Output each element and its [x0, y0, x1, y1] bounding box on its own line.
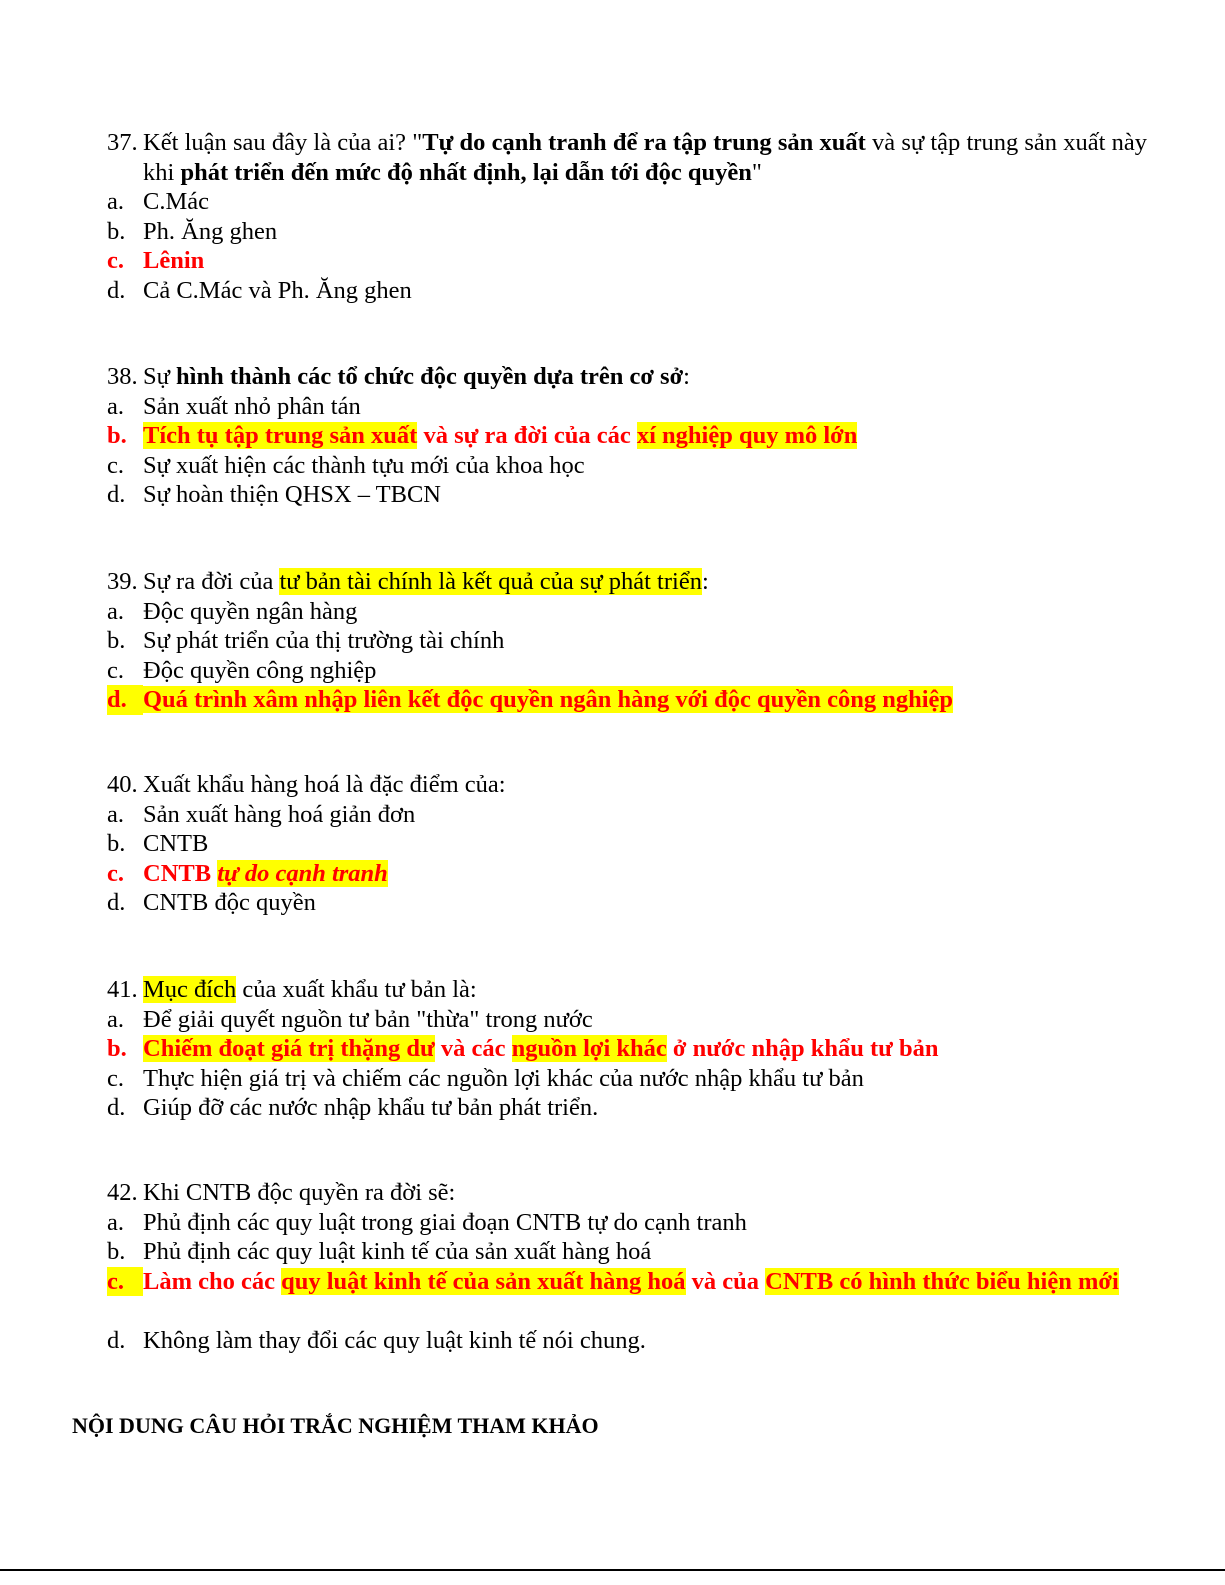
option-b: b. CNTB — [107, 830, 209, 857]
option-d: d. Giúp đỡ các nước nhập khẩu tư bản phát triển. — [107, 1094, 599, 1121]
question-text: Xuất khẩu hàng hoá là đặc điểm của: — [143, 771, 506, 798]
section-heading: NỘI DUNG CÂU HỎI TRẮC NGHIỆM THAM KHẢO — [72, 1413, 599, 1438]
option-b: b. Phủ định các quy luật kinh tế của sản xuất hàng hoá — [107, 1238, 652, 1265]
question-41 — [107, 975, 1147, 1123]
option-a: a. C.Mác — [107, 188, 209, 215]
option-d-correct: d. Quá trình xâm nhập liên kết độc quyền ngân hàng với độc quyền công nghiệp — [107, 686, 954, 713]
question-text: Sự ra đời của tư bản tài chính là kết quả của sự phát triển: — [143, 568, 709, 595]
question-text: Mục đích của xuất khẩu tư bản là: — [143, 976, 477, 1003]
question-number: 37. — [107, 129, 138, 156]
option-c-correct: c. Lênin — [107, 247, 205, 274]
question-39 — [107, 567, 1147, 715]
question-42 — [107, 1178, 1147, 1355]
option-c: c. Độc quyền công nghiệp — [107, 656, 377, 684]
option-d: d. CNTB độc quyền — [107, 889, 316, 916]
question-text: Kết luận sau đây là của ai? "Tự do cạnh tranh để ra tập trung sản xuất và sự tập trung sản xuất này khi phát triển đến mức độ nhất định, lại dẫn tới độc quyền" — [143, 129, 1148, 186]
option-c: c. Thực hiện giá trị và chiếm các nguồn lợi khác của nước nhập khẩu tư bản — [107, 1064, 864, 1092]
option-a: a. Độc quyền ngân hàng — [107, 597, 358, 625]
option-b: b. Sự phát triển của thị trường tài chính — [107, 627, 505, 654]
option-a: a. Sản xuất nhỏ phân tán — [107, 392, 361, 420]
question-number: 42. — [107, 1179, 138, 1206]
option-c-correct: c. CNTB tự do cạnh tranh — [107, 859, 388, 887]
question-40 — [107, 770, 1147, 918]
option-d: d. Cả C.Mác và Ph. Ăng ghen — [107, 276, 412, 304]
option-a: a. Để giải quyết nguồn tư bản "thừa" trong nước — [107, 1005, 593, 1033]
question-37 — [107, 128, 1147, 305]
page-bottom-rule — [0, 1569, 1225, 1571]
option-c-correct: c. Làm cho các quy luật kinh tế của sản xuất hàng hoá và của CNTB có hình thức biểu hiện mới — [107, 1267, 1119, 1295]
option-d: d. Sự hoàn thiện QHSX – TBCN — [107, 481, 441, 508]
question-number: 38. — [107, 363, 138, 390]
question-text: Khi CNTB độc quyền ra đời sẽ: — [143, 1179, 456, 1206]
option-b-correct: b. Chiếm đoạt giá trị thặng dư và các nguồn lợi khác ở nước nhập khẩu tư bản — [107, 1035, 939, 1062]
option-a: a. Sản xuất hàng hoá giản đơn — [107, 800, 416, 828]
question-text: Sự hình thành các tổ chức độc quyền dựa trên cơ sở: — [143, 363, 690, 390]
option-b-correct: b. Tích tụ tập trung sản xuất và sự ra đời của các xí nghiệp quy mô lớn — [107, 422, 858, 449]
option-b: b. Ph. Ăng ghen — [107, 217, 278, 245]
question-number: 39. — [107, 568, 138, 595]
option-c: c. Sự xuất hiện các thành tựu mới của khoa học — [107, 451, 585, 479]
option-a: a. Phủ định các quy luật trong giai đoạn CNTB tự do cạnh tranh — [107, 1208, 747, 1236]
question-number: 41. — [107, 976, 138, 1003]
question-38 — [107, 362, 1147, 510]
option-d: d. Không làm thay đổi các quy luật kinh tế nói chung. — [107, 1326, 646, 1354]
question-number: 40. — [107, 771, 138, 798]
